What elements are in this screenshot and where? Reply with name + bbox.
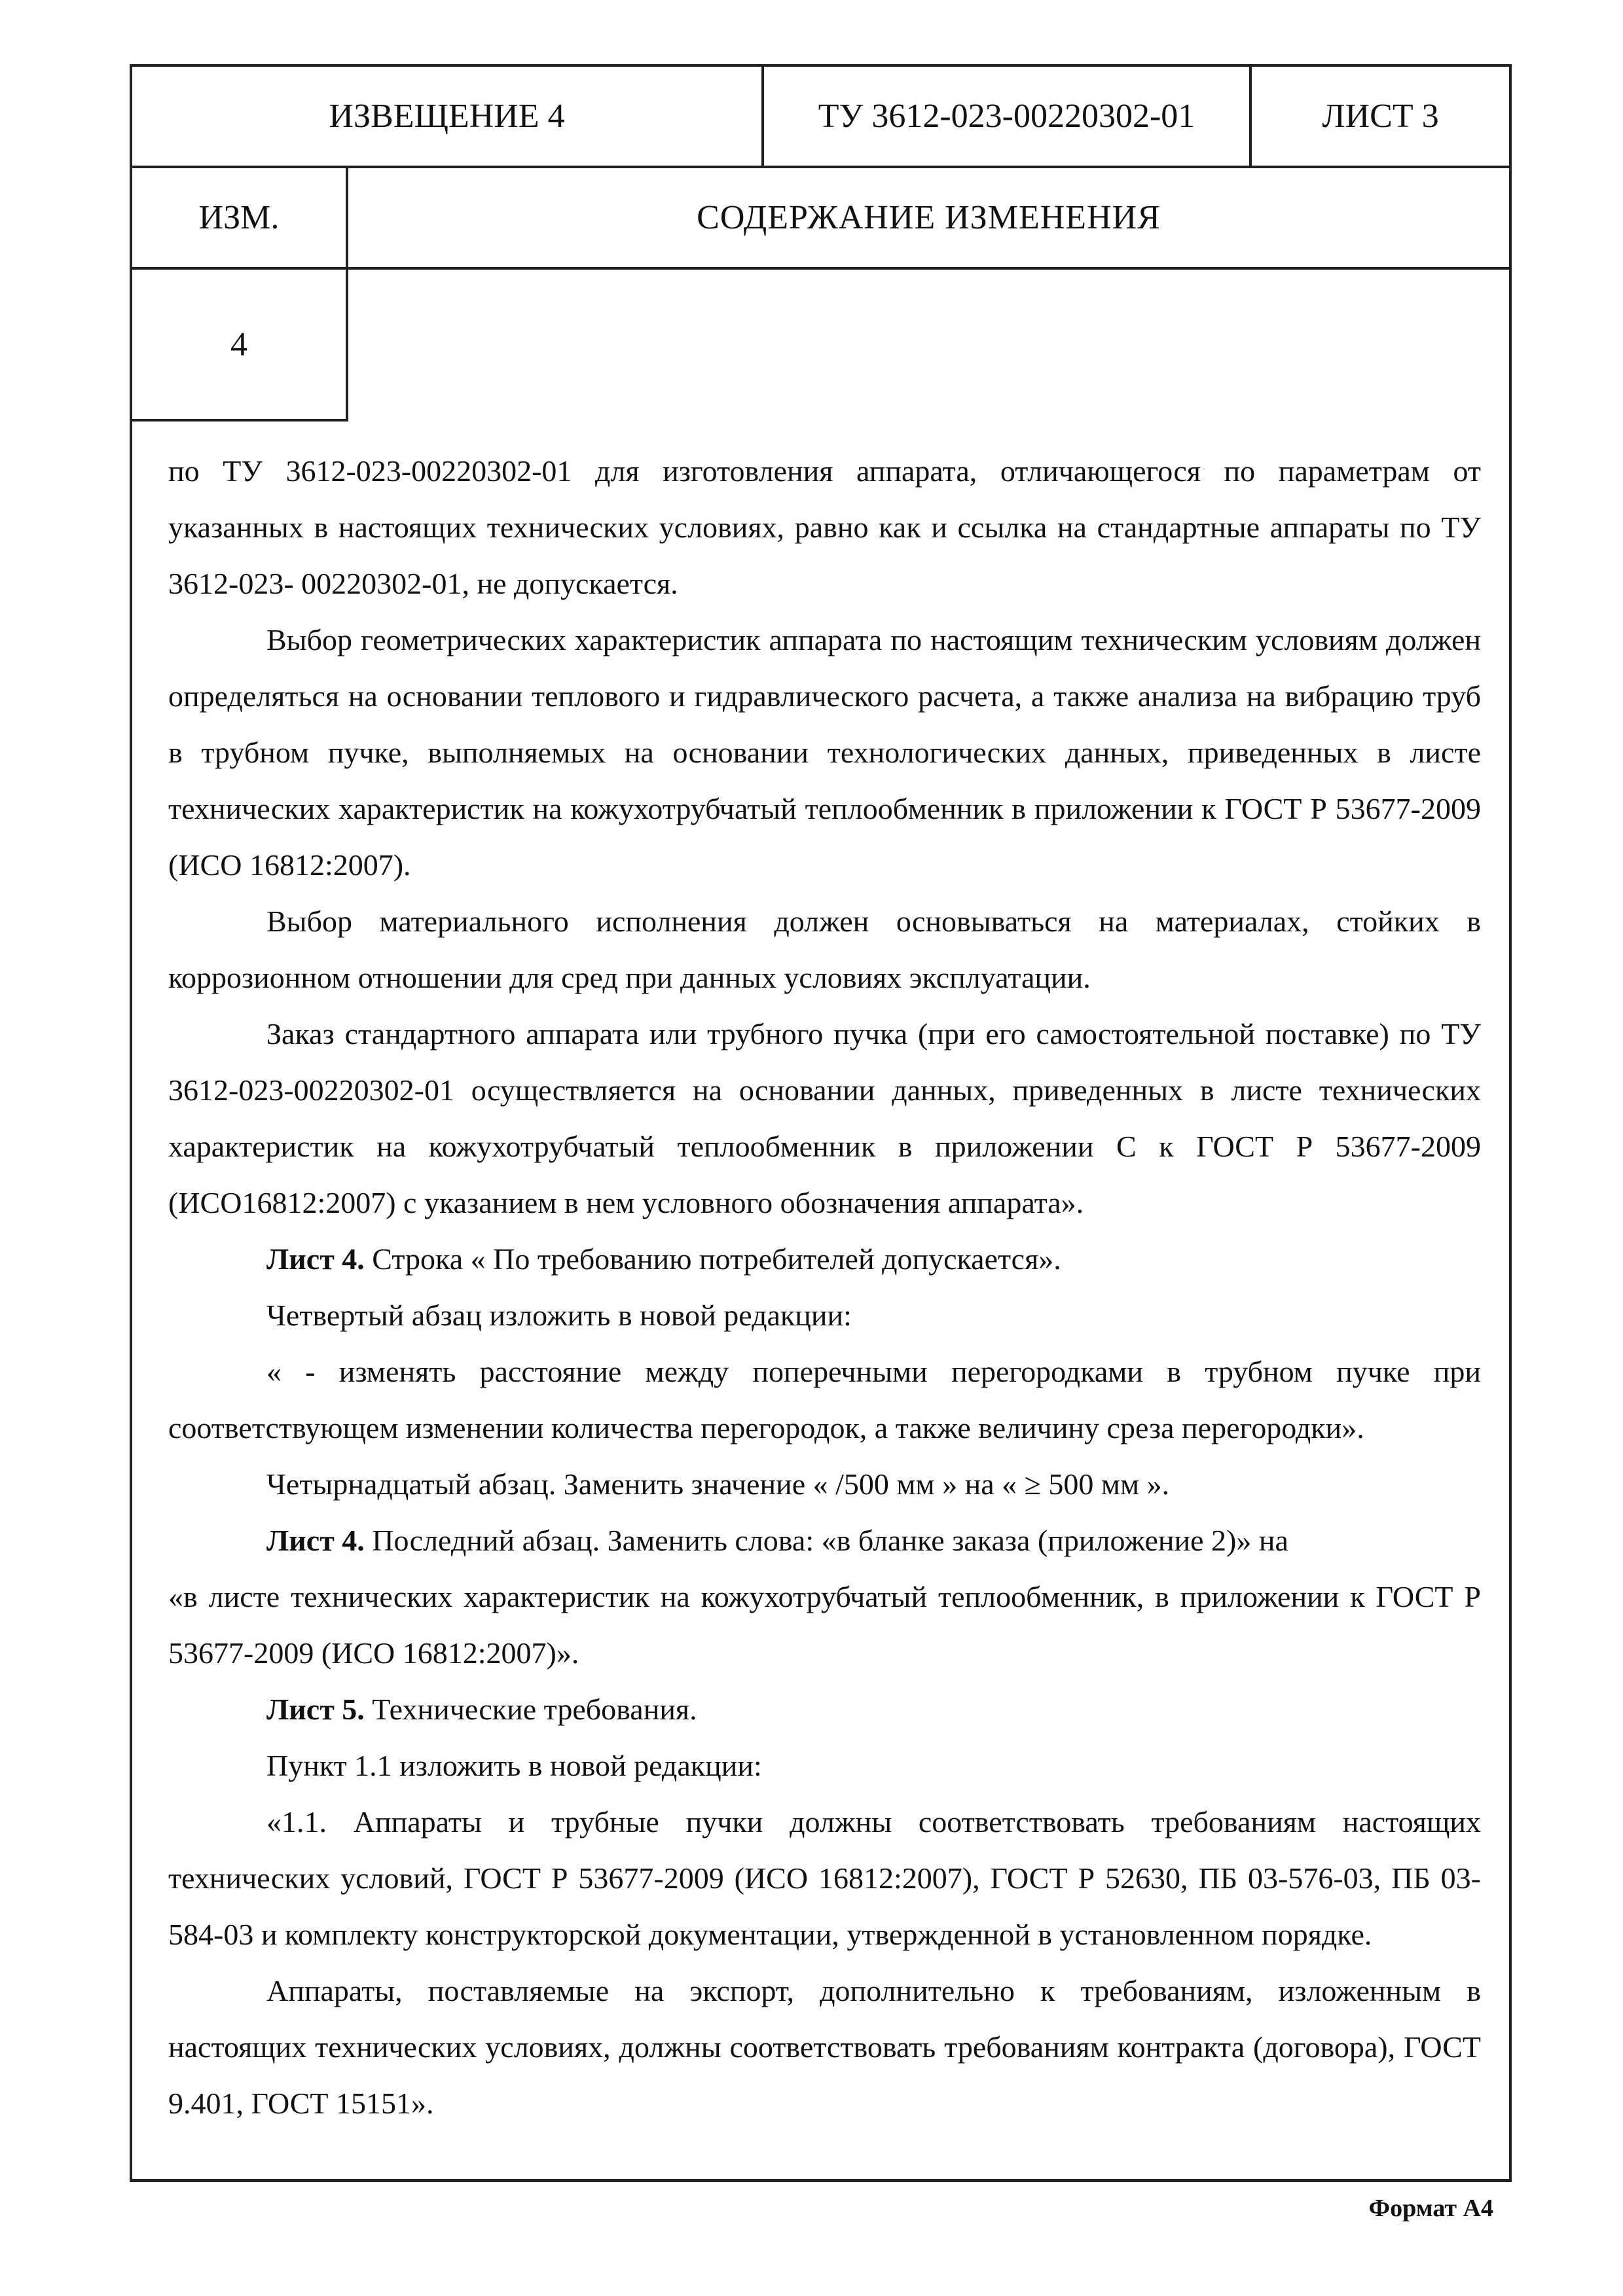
paragraph: Лист 4. Последний абзац. Заменить слова: «в бланке заказа (приложение 2)» на: [266, 1524, 1288, 1557]
header-row: [132, 67, 1509, 168]
notice-number: ИЗВЕЩЕНИЕ 4: [132, 67, 764, 166]
column-header-row: [132, 168, 1509, 270]
paragraph: Четвертый абзац изложить в новой редакции:: [266, 1299, 852, 1332]
page-format-label: Формат А4: [1368, 2195, 1493, 2222]
paragraph: по ТУ 3612-023-00220302-01 для изготовления аппарата, отличающегося по параметрам от указанных в настоящих технических условиях, равно как и ссылка на стандартные аппараты по ТУ 3612-023- 00220302-01, не допускается.: [168, 454, 1481, 600]
sheet-number: ЛИСТ 3: [1322, 98, 1439, 135]
change-content: [168, 443, 1481, 2132]
document-frame: [130, 64, 1512, 2182]
paragraph: Выбор материального исполнения должен основываться на материалах, стойких в коррозионном отношении для сред при данных условиях эксплуатации.: [168, 905, 1481, 994]
paragraph: Заказ стандартного аппарата или трубного пучка (при его самостоятельной поставке) по ТУ 3612-023-00220302-01 осуществляется на основании данных, приведенных в листе технических характеристик на кожухотрубчатый теплообменник в приложении С к ГОСТ Р 53677-2009 (ИСО16812:2007) с указанием в нем условного обозначения аппарата».: [168, 1017, 1481, 1219]
paragraph: Пункт 1.1 изложить в новой редакции:: [266, 1749, 762, 1782]
paragraph: Четырнадцатый абзац. Заменить значение « /500 мм » на « ≥ 500 мм ».: [266, 1467, 1170, 1501]
change-column-header: ИЗМ.: [132, 168, 348, 267]
paragraph: Лист 4. Строка « По требованию потребителей допускается».: [266, 1242, 1061, 1276]
paragraph: Аппараты, поставляемые на экспорт, дополнительно к требованиям, изложенным в настоящих технических условиях, должны соответствовать требованиям контракта (договора), ГОСТ 9.401, ГОСТ 15151».: [168, 1974, 1481, 2120]
paragraph: «в листе технических характеристик на кожухотрубчатый теплообменник, в приложении к ГОСТ Р 53677-2009 (ИСО 16812:2007)».: [168, 1580, 1481, 1670]
change-number: 4: [132, 270, 348, 422]
content-column-header: СОДЕРЖАНИЕ ИЗМЕНЕНИЯ: [697, 199, 1161, 236]
paragraph: Лист 5. Технические требования.: [266, 1693, 697, 1726]
paragraph: Выбор геометрических характеристик аппарата по настоящим техническим условиям должен определяться на основании теплового и гидравлического расчета, а также анализа на вибрацию труб в трубном пучке, выполняемых на основании технологических данных, приведенных в листе технических характеристик на кожухотрубчатый теплообменник в приложении к ГОСТ Р 53677-2009 (ИСО 16812:2007).: [168, 623, 1481, 882]
document-code: ТУ 3612-023-00220302-01: [764, 67, 1252, 166]
paragraph: «1.1. Аппараты и трубные пучки должны соответствовать требованиям настоящих технических условий, ГОСТ Р 53677-2009 (ИСО 16812:2007), ГОСТ Р 52630, ПБ 03-576-03, ПБ 03-584-03 и комплекту конструкторской документации, утвержденной в установленном порядке.: [168, 1805, 1481, 1951]
paragraph: « - изменять расстояние между поперечными перегородками в трубном пучке при соответствующем изменении количества перегородок, а также величину среза перегородки».: [168, 1355, 1481, 1444]
